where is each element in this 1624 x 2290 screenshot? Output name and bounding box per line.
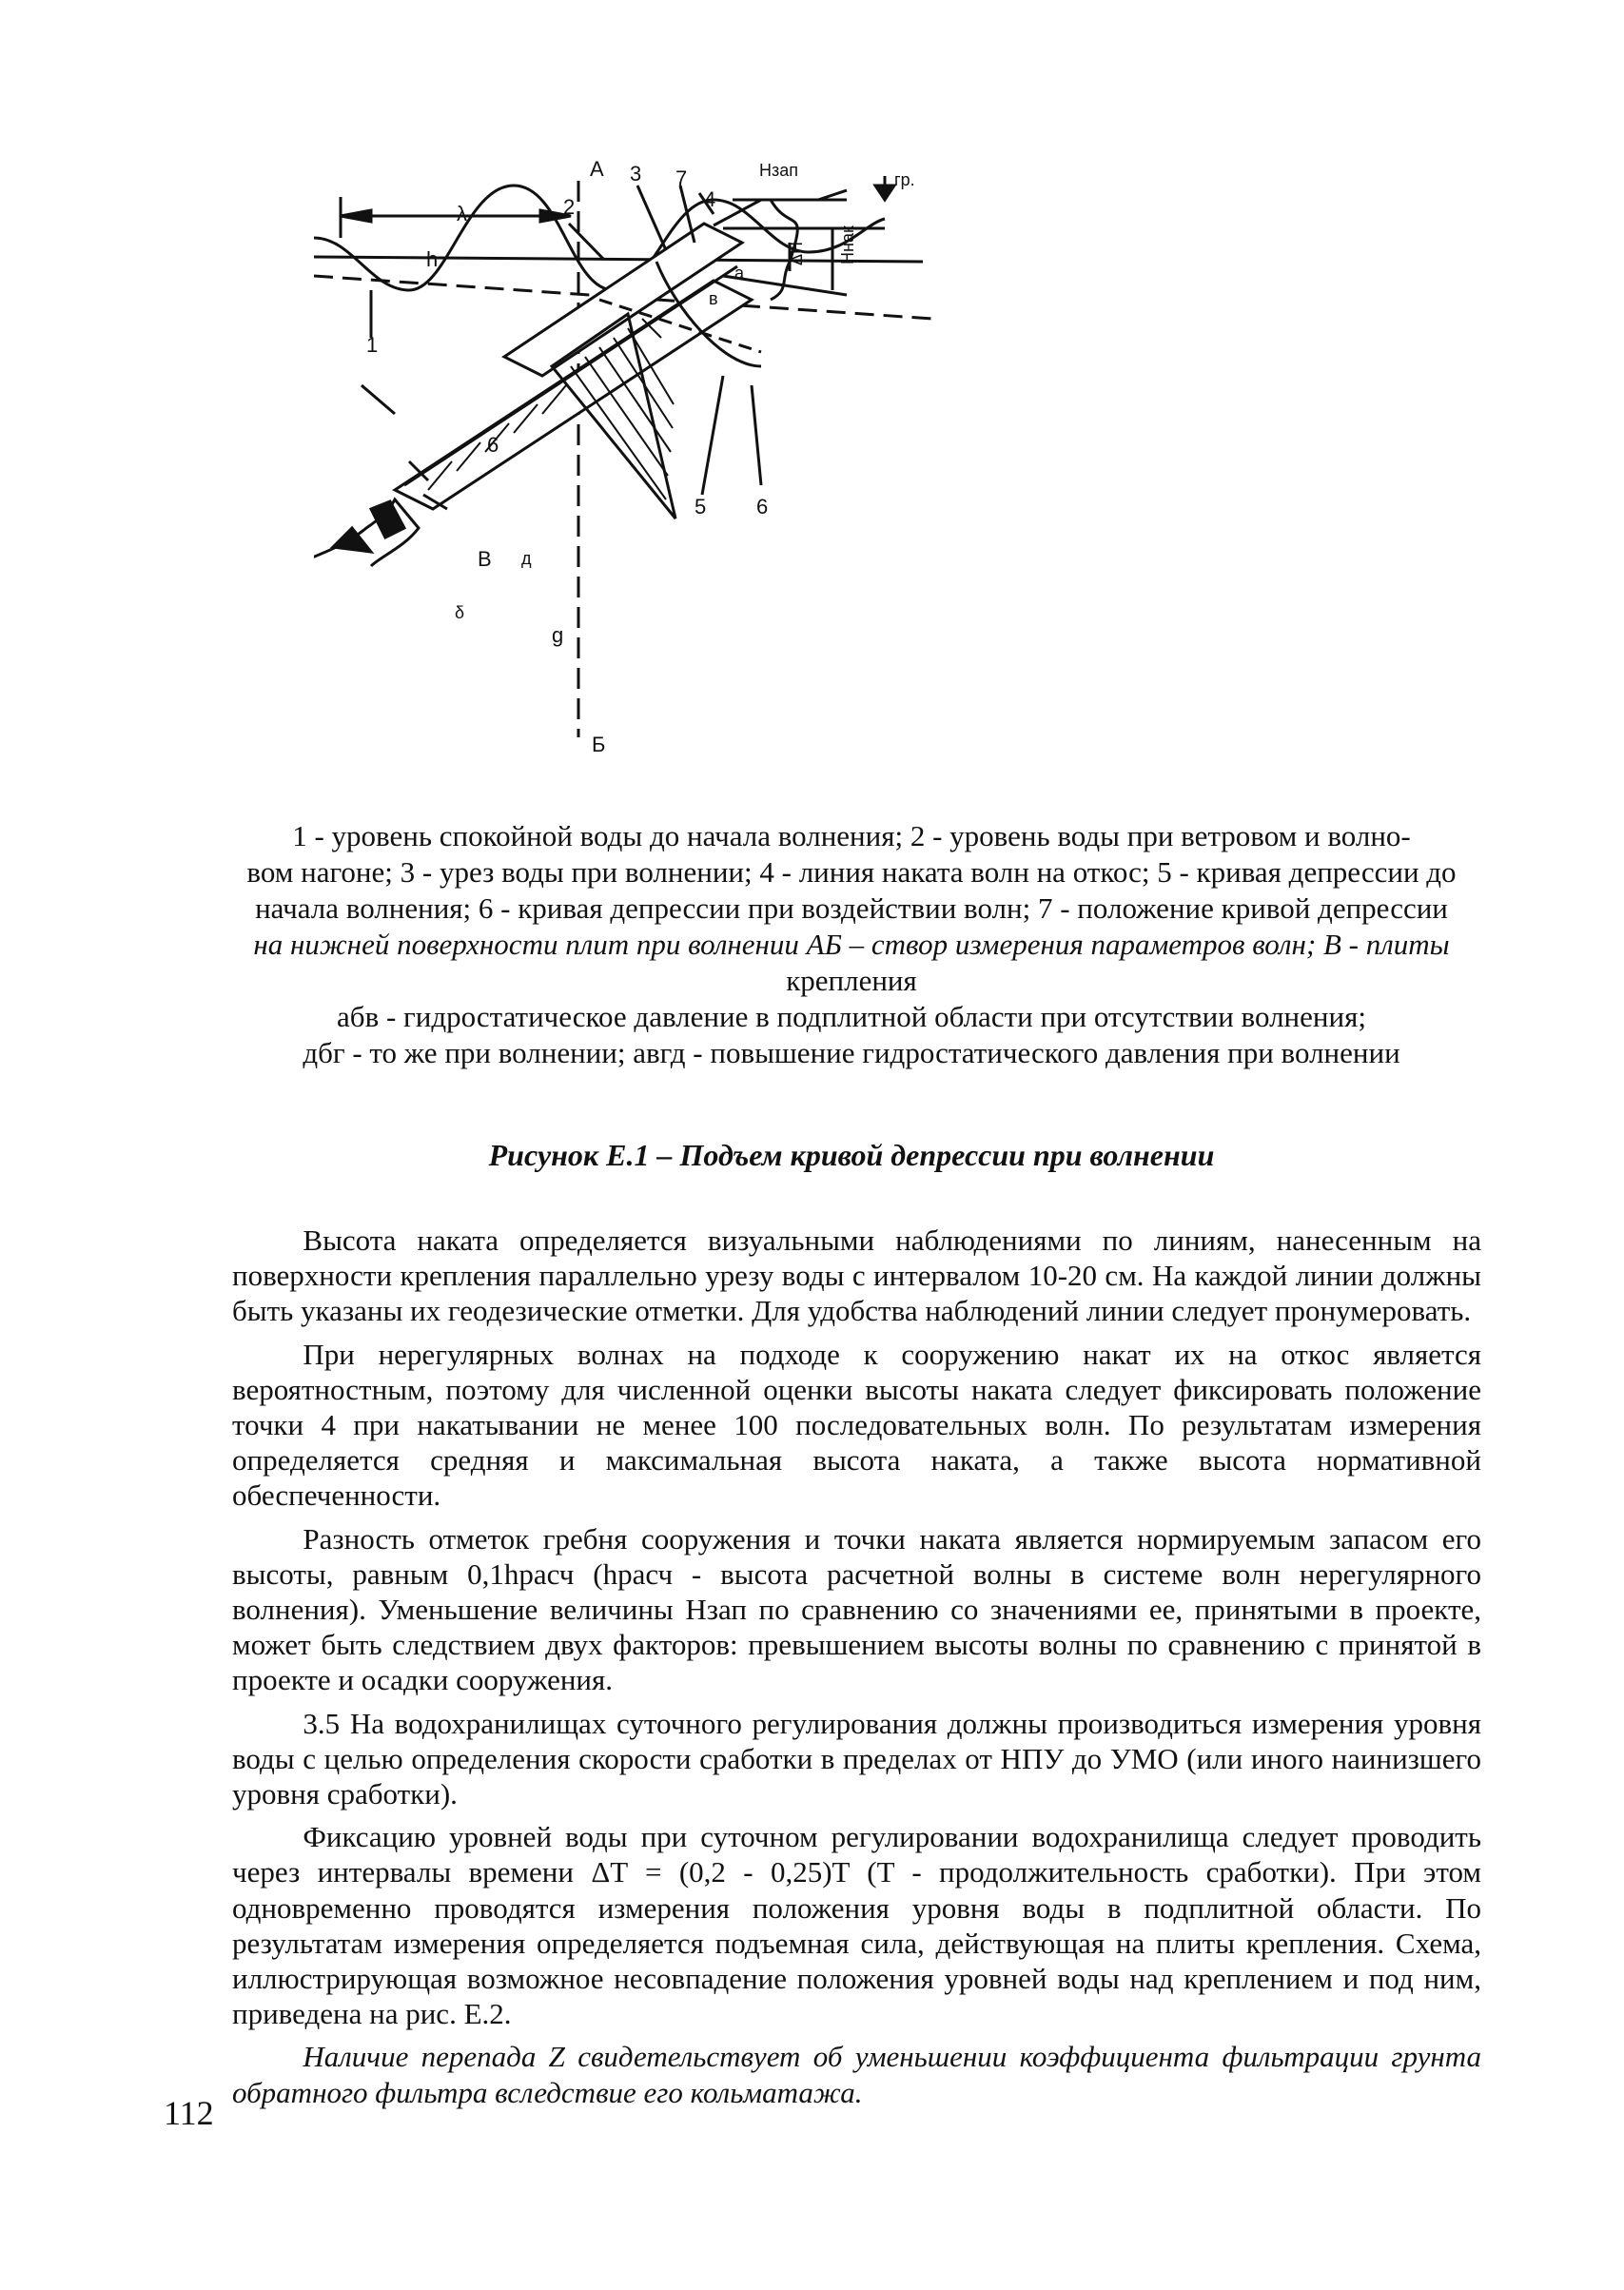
legend-line: 1 - уровень спокойной воды до начала волнения; 2 - уровень воды при ветровом и волно- [292, 819, 1411, 852]
label-hnak: Hнак [838, 225, 857, 264]
label-5: 5 [695, 495, 707, 519]
label-h: h [426, 247, 439, 271]
label-delta: δ [455, 603, 465, 622]
label-v-point: в [709, 289, 718, 308]
label-7: 7 [675, 166, 688, 190]
depression-curve-diagram [314, 147, 1227, 766]
label-6-right: 6 [756, 495, 769, 519]
legend-line: начала волнения; 6 - кривая депрессии при воздействии волн; 7 - положение кривой депрессии [255, 891, 1448, 925]
legend-line: на нижней поверхности плит при волнении АБ – створ измерения параметров волн; В - плиты [253, 928, 1450, 961]
label-a: А [590, 157, 604, 181]
legend-line: абв - гидростатическое давление в подплитной области при отсутствии волнения; [337, 1000, 1366, 1033]
label-hzap: Hзап [759, 161, 799, 180]
legend-line: вом нагоне; 3 - урез воды при волнении; 4 - линия наката волн на откос; 5 - кривая депрессии до [246, 855, 1457, 889]
paragraph: Фиксацию уровней воды при суточном регулировании водохранилища следует проводить через интервалы времени ΔT = (0,2 - 0,25)T (T - продолжительность сработки). При этом одновременно проводятся измерения положения уровня воды в подплитной области. По результатам измерения определяется подъемная сила, действующая на плиты крепления. Схема, иллюстрирующая возможное несовпадение положения уровней воды над креплением и под ним, приведена на рис. Е.2. [232, 1820, 1481, 2031]
body-text [232, 1223, 1481, 2118]
label-lambda: λ [457, 202, 467, 225]
label-1: 1 [366, 333, 379, 357]
label-a-point: a [734, 264, 745, 283]
figure-legend [228, 818, 1475, 1071]
legend-line: дбг - то же при волнении; авгд - повышение гидростатического давления при волнении [303, 1036, 1400, 1069]
label-6-left: 6 [487, 433, 499, 457]
paragraph: Наличие перепада Z свидетельствует об уменьшении коэффициента фильтрации грунта обратного фильтра вследствие его кольматажа. [232, 2040, 1481, 2109]
paragraph: Высота наката определяется визуальными наблюдениями по линиям, нанесенным на поверхности крепления параллельно урезу воды с интервалом 10-20 см. На каждой линии должны быть указаны их геодезические отметки. Для удобства наблюдений линии следует пронумеровать. [232, 1223, 1481, 1328]
paragraph: При нерегулярных волнах на подходе к сооружению накат их на откос является вероятностным, поэтому для численной оценки высоты наката следует фиксировать положение точки 4 при накатывании не менее 100 последовательных волн. По результатам измерения определяется средняя и максимальная высота наката, а также высота нормативной обеспеченности. [232, 1337, 1481, 1513]
label-b: Б [592, 733, 606, 756]
legend-line: крепления [786, 964, 917, 997]
paragraph: 3.5 На водохранилищах суточного регулирования должны производиться измерения уровня воды с целью определения скорости сработки в пределах от НПУ до УМО (или иного наинизшего уровня сработки). [232, 1706, 1481, 1811]
label-dh: ΔH [787, 241, 806, 265]
label-2: 2 [563, 195, 576, 219]
label-3: 3 [630, 162, 642, 186]
paragraph: Разность отметок гребня сооружения и точки наката является нормируемым запасом его высоты, равным 0,1hрасч (hрасч - высота расчетной волны в системе волн нерегулярного волнения). Уменьшение величины Hзап по сравнению со значениями ее, принятыми в проекте, может быть следствием двух факторов: превышением высоты волны по сравнению с принятой в проекте и осадки сооружения. [232, 1521, 1481, 1697]
label-gr: гр. [894, 170, 915, 189]
label-d-point: д [521, 549, 532, 568]
label-4: 4 [704, 187, 716, 211]
figure-title: Рисунок Е.1 – Подъем кривой депрессии при волнении [488, 1138, 1215, 1172]
page-number: 112 [164, 2094, 214, 2132]
label-g-point: g [552, 623, 564, 647]
figure-e1 [314, 147, 1227, 766]
label-plates: В [478, 547, 492, 571]
